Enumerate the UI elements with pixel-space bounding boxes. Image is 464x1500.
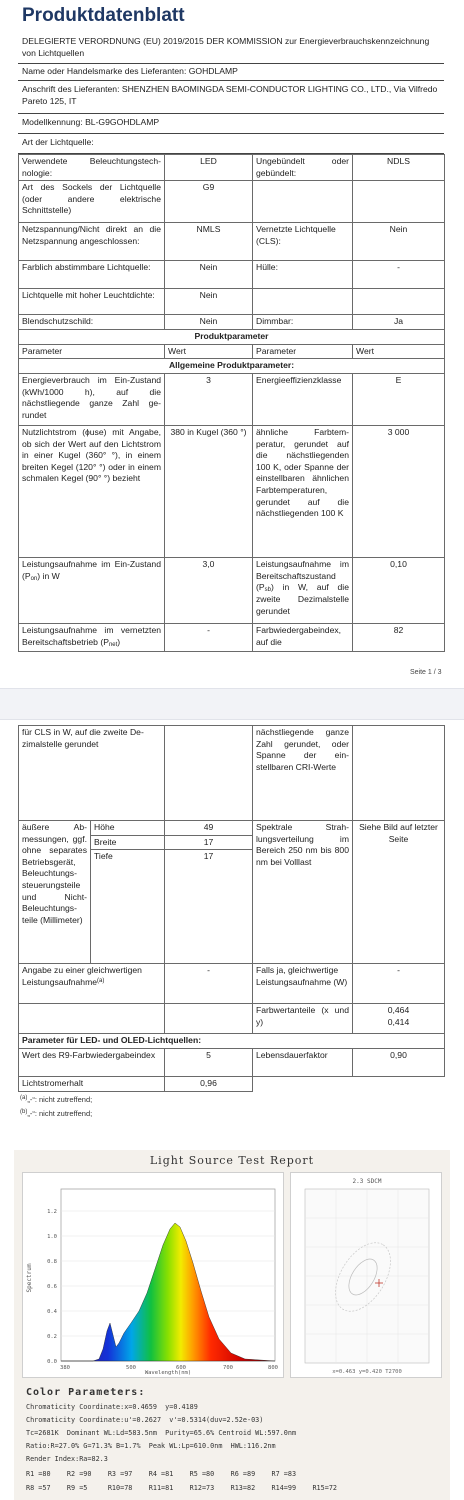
label: Vernetzte Lichtquelle (CLS): [253, 223, 353, 261]
table-row [19, 261, 445, 289]
value: 5 [165, 1048, 253, 1076]
page-number: Seite 1 / 3 [410, 669, 442, 676]
parameter-line: Ratio:R=27.0% G=71.3% B=1.7% Peak WL:Lp=610.0nm HWL:116.2nm [26, 1442, 276, 1450]
general-params-heading: Allgemeine Produktparameter: [19, 359, 445, 374]
parameter-line: Chromaticity Coordinate:x=0.4659 y=0.4189 [26, 1403, 198, 1411]
label: Lichtquelle mit hoher Leuchtdichte: [19, 289, 165, 315]
table-row [19, 1048, 445, 1076]
table-row [19, 557, 445, 623]
datasheet-page-1 [0, 0, 464, 688]
value: 0,10 [353, 557, 445, 623]
label: nächstliegende ganze Zahl gerundet, oder Spanne der einstellbaren CRI-Werte [253, 726, 353, 821]
label: Wert des R9-Farbwiedergabeindex [19, 1048, 165, 1076]
label: Ungebündelt oder gebündelt: [253, 155, 353, 181]
y-tick: 0.4 [47, 1309, 57, 1315]
light-source-table [18, 154, 445, 652]
label: Nutzlichtstrom (ɸuse) mit Angabe, ob sich der Wert auf den Lichtstrom in einer Kugel (360° °), in einem breiten Kegel (120° °) oder in einem schmalen Kegel (90° °) bezieht [19, 425, 165, 557]
y-tick: 1.0 [47, 1234, 57, 1240]
label: Netzspannung/Nicht direkt an die Netzspannung angeschlossen: [19, 223, 165, 261]
empty-cell [165, 1004, 253, 1034]
y-axis-label: Spectrum [26, 1263, 33, 1293]
section-header [19, 330, 445, 345]
footnote-a: $^{(a)}$„-“: nicht zutreffend; [20, 1095, 93, 1104]
spectrum-chart [23, 1173, 285, 1379]
x-tick: 600 [176, 1365, 186, 1371]
y-tick: 0.6 [47, 1284, 57, 1290]
empty-cell [19, 1004, 165, 1034]
page-title: Produktdatenblatt [22, 5, 185, 26]
datasheet-page-2 [0, 720, 464, 1150]
value: 3 [165, 373, 253, 425]
table-row [19, 964, 445, 1004]
value: - [353, 964, 445, 1004]
parameters-table-continued [18, 725, 445, 1092]
label: Leistungsaufnahme im Bereitschaftszustand (Psb) in W, auf die zweite Dezimalstelle gerundet [253, 557, 353, 623]
y-tick: 0.2 [47, 1334, 57, 1340]
value: 0,464 0,414 [353, 1004, 445, 1034]
value: 3 000 [353, 425, 445, 557]
parameter-line: Chromaticity Coordinate:u'=0.2627 v'=0.5314(duv=2.52e-03) [26, 1416, 264, 1424]
label: für CLS in W, auf die zweite Dezimalstelle gerundet [19, 726, 165, 821]
table-row [19, 223, 445, 261]
table-row [19, 289, 445, 315]
value: - [353, 261, 445, 289]
label: Energieeffizienzklasse [253, 373, 353, 425]
empty-cell [353, 181, 445, 223]
empty-cell [353, 726, 445, 821]
y-tick: 0.0 [47, 1359, 57, 1365]
sdcm-panel [290, 1172, 442, 1378]
label: Verwendete Beleuchtungstechnologie: [19, 155, 165, 181]
value: - [165, 623, 253, 651]
y-tick: 1.2 [47, 1209, 57, 1215]
label: Blendschutzschild: [19, 315, 165, 330]
label: Angabe zu einer gleichwertigen Leistungsaufnahme$^{(a)}$ [19, 964, 165, 1004]
value: 0,90 [353, 1048, 445, 1076]
section-header [19, 1034, 445, 1049]
label: Hülle: [253, 261, 353, 289]
dimensions-label: äußere Abmessungen, ggf. ohne separates Betriebsgerät, Beleuchtungssteuerungsteile und Nicht-Beleuchtungsteile (Millimeter) [19, 821, 91, 964]
column-header: Wert [353, 344, 445, 359]
value: Siehe Bild auf letzter Seite [353, 821, 445, 964]
value: Nein [165, 261, 253, 289]
value: 17 [165, 850, 253, 964]
y-tick: 0.8 [47, 1259, 57, 1265]
label: Farblich abstimmbare Lichtquelle: [19, 261, 165, 289]
regulation-text: DELEGIERTE VERORDNUNG (EU) 2019/2015 DER KOMMISSION zur Energieverbrauchskennzeichnung von Lichtquellen [22, 36, 430, 58]
divider [18, 63, 444, 64]
label: Lichtstromerhalt [19, 1076, 165, 1091]
column-header: Parameter [19, 344, 165, 359]
empty-cell [253, 289, 353, 315]
light-source-type: Art der Lichtquelle: [22, 137, 94, 147]
label: Farbwiedergabeindex, auf die [253, 623, 353, 651]
column-header-row [19, 344, 445, 359]
section-header [19, 359, 445, 374]
page-separator [0, 688, 464, 720]
supplier-name: Name oder Handelsmarke des Lieferanten: GOHDLAMP [22, 66, 238, 76]
table-row [19, 373, 445, 425]
label: Dimmbar: [253, 315, 353, 330]
table-row [19, 315, 445, 330]
table-row [19, 726, 445, 821]
empty-cell [353, 289, 445, 315]
value: 0,96 [165, 1076, 253, 1091]
table-row [19, 181, 445, 223]
sdcm-readout: x=0.463 y=0.420 T2700 [332, 1369, 402, 1375]
render-index-row: R1 =80 R2 =90 R3 =97 R4 =81 R5 =80 R6 =89 R7 =83 [26, 1470, 297, 1478]
label: Lebensdauerfaktor [253, 1048, 353, 1076]
value: 17 [165, 835, 253, 850]
label: Leistungsaufnahme im Ein-Zustand (Pon) in W [19, 557, 165, 623]
label: Farbwertanteile (x und y) [253, 1004, 353, 1034]
parameter-line: Render Index:Ra=82.3 [26, 1455, 108, 1463]
table-row [19, 821, 445, 836]
column-header: Parameter [253, 344, 353, 359]
value: LED [165, 155, 253, 181]
supplier-address: Anschrift des Lieferanten: SHENZHEN BAOMINGDA SEMI-CONDUCTOR LIGHTING CO., LTD., Via Vilfredo Pareto 125, IT [22, 84, 438, 106]
x-tick: 700 [223, 1365, 233, 1371]
spectrum-panel [22, 1172, 284, 1378]
column-header: Wert [165, 344, 253, 359]
x-tick: 500 [126, 1365, 136, 1371]
led-params-heading: Parameter für LED- und OLED-Lichtquellen: [19, 1034, 445, 1049]
value: - [165, 964, 253, 1004]
value: 82 [353, 623, 445, 651]
value: NMLS [165, 223, 253, 261]
value: G9 [165, 181, 253, 223]
plot-area [61, 1189, 275, 1361]
x-tick: 380 [60, 1365, 70, 1371]
empty-cell [353, 1076, 445, 1091]
product-params-heading: Produktparameter [19, 330, 445, 345]
sdcm-title: 2.3 SDCM [352, 1178, 382, 1185]
y-ticks [47, 1209, 58, 1365]
divider [18, 80, 444, 81]
label: Falls ja, gleichwertige Leistungsaufnahme (W) [253, 964, 353, 1004]
table-row [19, 1004, 445, 1034]
divider [18, 133, 444, 134]
value: Nein [165, 315, 253, 330]
table-row [19, 155, 445, 181]
label: Art des Sockels der Lichtquelle (oder andere elektrische Schnittstelle) [19, 181, 165, 223]
empty-cell [253, 1076, 353, 1091]
label: ähnliche Farbtemperatur, gerundet auf die nächstliegenden 100 K, oder Spanne der einstellbaren ähnlichen Farbtemperaturen, gerundet auf die nächstliegenden 100 K [253, 425, 353, 557]
x-tick: 800 [268, 1365, 278, 1371]
label: Leistungsaufnahme im vernetzten Bereitschaftsbetrieb (Pnet) [19, 623, 165, 651]
empty-cell [253, 181, 353, 223]
test-report [14, 1150, 450, 1500]
table-row [19, 1076, 445, 1091]
value: 3,0 [165, 557, 253, 623]
label: Energieverbrauch im Ein-Zustand (kWh/1000 h), auf die nächstliegende ganze Zahl gerundet [19, 373, 165, 425]
sdcm-chart [291, 1173, 443, 1379]
parameter-line: Tc=2681K Dominant WL:Ld=583.5nm Purity=65.6% Centroid WL:597.0nm [26, 1429, 297, 1437]
value: 49 [165, 821, 253, 836]
render-index-row: R8 =57 R9 =5 R10=78 R11=81 R12=73 R13=82 R14=99 R15=72 [26, 1484, 337, 1492]
value: Ja [353, 315, 445, 330]
x-axis-label: Wavelength(nm) [144, 1370, 192, 1376]
label: Breite [91, 835, 165, 850]
value: 380 in Kugel (360 °) [165, 425, 253, 557]
label: Tiefe [91, 850, 165, 964]
footnote-b: $^{(b)}$„-“: nicht zutreffend; [20, 1109, 93, 1118]
empty-cell [165, 726, 253, 821]
divider [18, 113, 444, 114]
label: Spektrale Strahlungsverteilung im Bereich 250 nm bis 800 nm bei Volllast [253, 821, 353, 964]
value: Nein [165, 289, 253, 315]
value: E [353, 373, 445, 425]
report-title: Light Source Test Report [149, 1154, 315, 1167]
model-id: Modellkennung: BL-G9GOHDLAMP [22, 117, 160, 127]
color-parameters-title: Color Parameters: [26, 1387, 146, 1398]
table-row [19, 425, 445, 557]
table-row [19, 623, 445, 651]
label: Höhe [91, 821, 165, 836]
value: Nein [353, 223, 445, 261]
value: NDLS [353, 155, 445, 181]
